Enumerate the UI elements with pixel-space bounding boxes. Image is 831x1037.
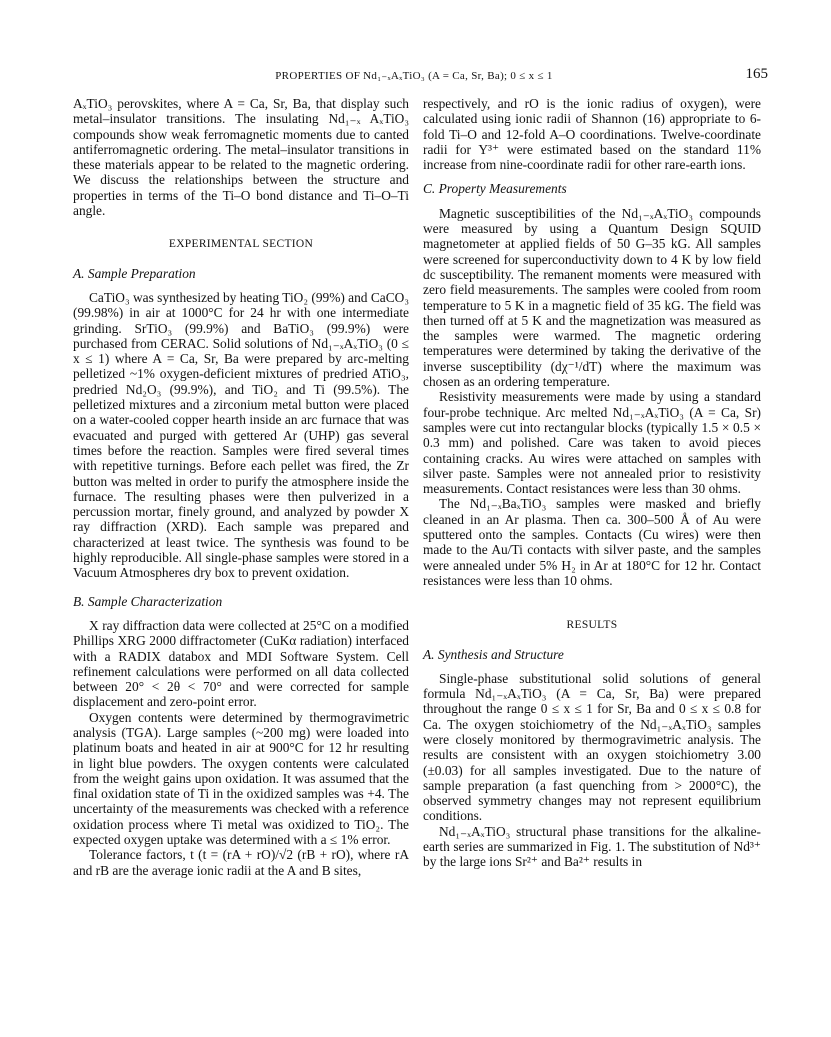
sample-preparation-paragraph: CaTiO₃ was synthesized by heating TiO₂ (99%) and CaCO₃ (99.98%) in air at 1000°C for 24 hr with one intermediate grinding. SrTiO₃ (99.9%) and BaTiO₃ (99.9%) were purchased from CERAC. Solid solutions of Nd₁₋ₓAₓTiO₃ (0 ≤ x ≤ 1) where A = Ca, Sr, Ba were prepared by arc-melting pelletized ~1% oxygen-deficient mixtures of predried ATiO₃, predried Nd₂O₃ (99.9%), and TiO₂ and Ti (99.5%). The pelletized mixtures and a zirconium metal button were placed on a water-cooled copper hearth inside an arc furnace that was evacuated and purged with gettered Ar (UHP) gas several times before the reaction. Samples were fired several times with repetitive turnings. Before each pellet was fired, the Zr button was melted in order to purify the atmosphere inside the furnace. The resulting phases were then pulverized in a percussion mortar, finely ground, and analyzed by powder X ray diffraction (XRD). Each sample was prepared and characterized at least twice. The synthesis was found to be highly reproducible. All single-phase samples were stored in a Vacuum Atmospheres dry box to prevent oxidation.: [73, 289, 409, 581]
intro-continuation-paragraph: AₓTiO₃ perovskites, where A = Ca, Sr, Ba, that display such metal–insulator transitions. The insulating Nd₁₋ₓ AₓTiO₃ compounds show weak ferromagnetic moments due to canted antiferromagnetic ordering. The metal–insulator transitions in these materials appear to be related to the magnetic ordering. We discuss the relationships between the structure and properties in terms of the Ti–O bond distance and Ti–O–Ti angle.: [73, 96, 409, 219]
right-column: [423, 96, 761, 870]
running-head: [60, 66, 768, 86]
running-head-title: PROPERTIES OF Nd₁₋ₓAₓTiO₃ (A = Ca, Sr, Ba); 0 ≤ x ≤ 1: [275, 70, 553, 82]
resistivity-paragraph: Resistivity measurements were made by using a standard four-probe technique. Arc melted Nd₁₋ₓAₓTiO₃ (A = Ca, Sr) samples were cut into rectangular blocks (typically 1.5 × 0.5 × 0.3 mm) and polished. Care was taken to avoid pieces containing cracks. Au wires were attached on samples with silver paste. Samples were not annealed prior to resistivity measurements. Contact resistances were less than 30 ohms.: [423, 389, 761, 497]
results-heading: RESULTS: [566, 619, 618, 632]
left-column: [73, 96, 409, 878]
sample-characterization-heading: B. Sample Characterization: [73, 593, 223, 609]
property-measurements-heading: C. Property Measurements: [423, 181, 567, 197]
tolerance-factor-paragraph: Tolerance factors, t (t = (rA + rO)/√2 (rB + rO), where rA and rB are the average ionic radii at the A and B sites,: [73, 847, 409, 878]
sample-preparation-heading: A. Sample Preparation: [73, 265, 196, 281]
synthesis-structure-heading: A. Synthesis and Structure: [423, 646, 564, 662]
xrd-paragraph: X ray diffraction data were collected at 25°C on a modified Phillips XRG 2000 diffractometer (CuKα radiation) interfaced with a RADIX databox and MDI Software System. Cell refinement calculations were performed on all data collected between 20° < 2θ < 70° and were corrected for sample displacement and zero-point error.: [73, 617, 409, 710]
tolerance-continuation-paragraph: respectively, and rO is the ionic radius of oxygen), were calculated using ionic radii of Shannon (16) appropriate to 6-fold Ti–O and 12-fold A–O coordinations. Twelve-coordinate radii for Y³⁺ were estimated based on the standard 11% increase from nine-coordinate radii for other rare-earth ions.: [423, 96, 761, 173]
contacts-paragraph: The Nd₁₋ₓBaₓTiO₃ samples were masked and briefly cleaned in an Ar plasma. Then ca. 300–500 Å of Au were sputtered onto the samples. Contacts (Cu wires) were then made to the Au/Ti contacts with silver paste, and the samples were annealed under 5% H₂ in Ar at 180°C for 12 hr. Contact resistances were less than 10 ohms.: [423, 496, 761, 588]
experimental-section-heading: EXPERIMENTAL SECTION: [168, 238, 314, 251]
solid-solutions-paragraph: Single-phase substitutional solid solutions of general formula Nd₁₋ₓAₓTiO₃ (A = Ca, Sr, Ba) were prepared throughout the range 0 ≤ x ≤ 1 for Sr, Ba and 0 ≤ x ≤ 0.8 for Ca. The oxygen stoichiometry of the Nd₁₋ₓAₓTiO₃ samples were closely monitored by thermogravimetric analysis. The results are consistent with an oxygen stoichiometry 3.00 (±0.03) for all samples investigated. Due to the nature of sample preparation (a fast quenching from > 2000°C), the observed symmetry changes may not represent equilibrium conditions.: [423, 670, 761, 824]
oxygen-content-paragraph: Oxygen contents were determined by thermogravimetric analysis (TGA). Large samples (~200 mg) were loaded into platinum boats and heated in air at 900°C for 12 hr resulting in light blue powders. The oxygen contents were calculated from the weight gains upon oxidation. It was assumed that the final oxidation state of Ti in the oxidized samples was +4. The uncertainty of the measurements was checked with a reference oxidation process where Ti metal was oxidized to TiO₂. The expected oxygen uptake was determined with a ≤ 1% error.: [73, 709, 409, 848]
page-number: 165: [745, 66, 768, 82]
phase-transitions-paragraph: Nd₁₋ₓAₓTiO₃ structural phase transitions for the alkaline-earth series are summarized in Fig. 1. The substitution of Nd³⁺ by the large ions Sr²⁺ and Ba²⁺ results in: [423, 823, 761, 870]
magnetic-susceptibility-paragraph: Magnetic susceptibilities of the Nd₁₋ₓAₓTiO₃ compounds were measured by using a Quantum Design SQUID magnetometer at applied fields of 50 G–35 kG. All samples were screened for superconductivity down to 4 K by low field dc susceptibility. The remanent moments were measured with zero field measurements. The samples were cooled from room temperature to 5 K in a magnetic field of 35 kG. The field was then turned off at 5 K and the magnetization was measured as the samples were warmed. The magnetic ordering temperatures were determined by taking the derivative of the inverse susceptibility (dχ⁻¹/dT) where the maximum was chosen as an ordering temperature.: [423, 205, 761, 390]
